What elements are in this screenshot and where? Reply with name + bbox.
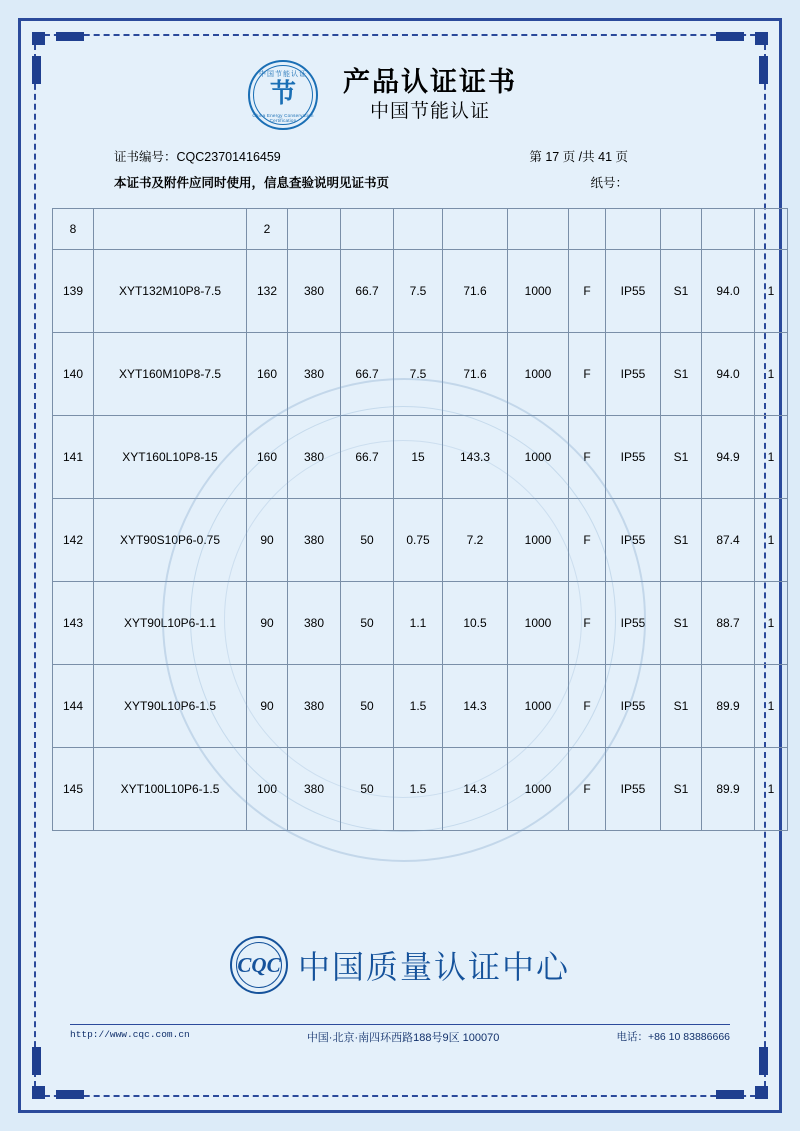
cell-grade	[755, 209, 788, 250]
table-row	[53, 748, 788, 831]
cell-duty: S1	[661, 665, 702, 748]
cell-speed: 1000	[508, 582, 569, 665]
cell-insulation: F	[569, 250, 606, 333]
cell-voltage: 380	[288, 665, 341, 748]
cell-freq	[341, 209, 394, 250]
cell-freq: 66.7	[341, 250, 394, 333]
cell-frame: 90	[247, 665, 288, 748]
cell-speed	[508, 209, 569, 250]
footer-telephone: 电话：+86 10 83886666	[616, 1031, 730, 1043]
cell-insulation: F	[569, 499, 606, 582]
certificate-content	[52, 56, 775, 1076]
cell-voltage: 380	[288, 250, 341, 333]
meta-row-cert-no	[52, 146, 748, 168]
cell-model: XYT90L10P6-1.5	[94, 665, 247, 748]
cell-model	[94, 209, 247, 250]
cell-protection	[606, 209, 661, 250]
cell-current: 143.3	[443, 416, 508, 499]
cell-current: 71.6	[443, 333, 508, 416]
cell-frame: 90	[247, 582, 288, 665]
cell-grade: 1	[755, 582, 788, 665]
cell-power: 1.5	[394, 665, 443, 748]
cell-no: 139	[53, 250, 94, 333]
cell-efficiency: 88.7	[702, 582, 755, 665]
footer-address: 中国·北京·南四环西路188号9区 100070	[306, 1032, 500, 1044]
cell-voltage: 380	[288, 416, 341, 499]
cell-power: 1.1	[394, 582, 443, 665]
cell-frame: 2	[247, 209, 288, 250]
cell-no: 140	[53, 333, 94, 416]
meta-row-notice	[52, 168, 748, 194]
cell-efficiency	[702, 209, 755, 250]
cell-speed: 1000	[508, 250, 569, 333]
cqc-logo-text: 中国质量认证中心	[297, 949, 570, 985]
page-info: 第 17 页 /共 41 页	[529, 150, 628, 164]
cell-grade: 1	[755, 250, 788, 333]
cell-efficiency: 94.0	[702, 250, 755, 333]
cell-no: 145	[53, 748, 94, 831]
cell-no: 142	[53, 499, 94, 582]
table-row	[53, 250, 788, 333]
cert-no-label: 证书编号：	[114, 150, 177, 164]
cell-voltage: 380	[288, 333, 341, 416]
cell-duty	[661, 209, 702, 250]
table-row	[53, 416, 788, 499]
cell-insulation: F	[569, 748, 606, 831]
cell-speed: 1000	[508, 748, 569, 831]
cell-frame: 90	[247, 499, 288, 582]
product-table-wrap	[52, 208, 775, 831]
cert-no	[114, 146, 281, 168]
cell-current: 14.3	[443, 748, 508, 831]
cell-efficiency: 89.9	[702, 665, 755, 748]
cell-freq: 50	[341, 748, 394, 831]
cell-voltage: 380	[288, 748, 341, 831]
seal-center-mark: 节	[269, 79, 296, 108]
cell-speed: 1000	[508, 333, 569, 416]
cell-no: 144	[53, 665, 94, 748]
certificate-header	[52, 56, 748, 134]
seal-top-text: 中国节能认证	[259, 71, 307, 78]
cell-power: 1.5	[394, 748, 443, 831]
title-block	[283, 65, 517, 125]
cell-no: 8	[53, 209, 94, 250]
cell-insulation: F	[569, 333, 606, 416]
cell-protection: IP55	[606, 499, 661, 582]
cell-model: XYT90L10P6-1.1	[94, 582, 247, 665]
table-row	[53, 499, 788, 582]
table-row	[53, 582, 788, 665]
cell-insulation: F	[569, 582, 606, 665]
cell-current: 7.2	[443, 499, 508, 582]
seal-bottom-text: China Energy Conservation Certification	[252, 113, 314, 123]
cell-protection: IP55	[606, 748, 661, 831]
cell-current: 71.6	[443, 250, 508, 333]
cell-duty: S1	[661, 499, 702, 582]
cell-protection: IP55	[606, 416, 661, 499]
cell-duty: S1	[661, 748, 702, 831]
cell-speed: 1000	[508, 416, 569, 499]
cell-freq: 66.7	[341, 333, 394, 416]
cell-speed: 1000	[508, 499, 569, 582]
cell-efficiency: 89.9	[702, 748, 755, 831]
cell-freq: 50	[341, 499, 394, 582]
cell-current: 14.3	[443, 665, 508, 748]
cell-grade: 1	[755, 499, 788, 582]
cell-protection: IP55	[606, 665, 661, 748]
cqc-logo-icon	[230, 936, 288, 994]
cell-power: 15	[394, 416, 443, 499]
cell-model: XYT90S10P6-0.75	[94, 499, 247, 582]
cqc-logo-block	[52, 936, 748, 999]
energy-conservation-seal-icon	[248, 60, 318, 130]
table-row	[53, 665, 788, 748]
cell-freq: 50	[341, 665, 394, 748]
cell-power	[394, 209, 443, 250]
cell-duty: S1	[661, 582, 702, 665]
cell-model: XYT160M10P8-7.5	[94, 333, 247, 416]
cell-efficiency: 94.9	[702, 416, 755, 499]
cell-voltage	[288, 209, 341, 250]
cell-model: XYT160L10P8-15	[94, 416, 247, 499]
cqc-logo-mark: CQC	[237, 953, 281, 977]
cell-grade: 1	[755, 748, 788, 831]
cell-efficiency: 94.0	[702, 333, 755, 416]
table-row	[53, 333, 788, 416]
product-table	[52, 208, 788, 831]
cell-protection: IP55	[606, 582, 661, 665]
page-subtitle: 中国节能认证	[369, 101, 490, 122]
cell-grade: 1	[755, 665, 788, 748]
cell-protection: IP55	[606, 333, 661, 416]
cell-frame: 100	[247, 748, 288, 831]
paper-no-label: 纸号：	[590, 176, 628, 190]
cell-model: XYT100L10P6-1.5	[94, 748, 247, 831]
cell-insulation	[569, 209, 606, 250]
cell-insulation: F	[569, 665, 606, 748]
cell-current: 10.5	[443, 582, 508, 665]
usage-notice: 本证书及附件应同时使用，信息查验说明见证书页	[114, 176, 390, 190]
product-table-body	[53, 209, 788, 831]
footer-bar	[70, 1024, 730, 1045]
cell-grade: 1	[755, 416, 788, 499]
cert-no-value: CQC23701416459	[176, 150, 281, 164]
cell-no: 143	[53, 582, 94, 665]
cell-freq: 50	[341, 582, 394, 665]
cell-frame: 132	[247, 250, 288, 333]
cell-freq: 66.7	[341, 416, 394, 499]
cell-duty: S1	[661, 333, 702, 416]
cell-model: XYT132M10P8-7.5	[94, 250, 247, 333]
cell-frame: 160	[247, 333, 288, 416]
cell-insulation: F	[569, 416, 606, 499]
cell-voltage: 380	[288, 499, 341, 582]
table-row	[53, 209, 788, 250]
cell-voltage: 380	[288, 582, 341, 665]
cell-power: 7.5	[394, 250, 443, 333]
cell-current	[443, 209, 508, 250]
cell-power: 7.5	[394, 333, 443, 416]
cell-power: 0.75	[394, 499, 443, 582]
cell-efficiency: 87.4	[702, 499, 755, 582]
cell-speed: 1000	[508, 665, 569, 748]
cell-no: 141	[53, 416, 94, 499]
cell-duty: S1	[661, 416, 702, 499]
footer-url[interactable]: http://www.cqc.com.cn	[70, 1029, 190, 1040]
cell-duty: S1	[661, 250, 702, 333]
cell-grade: 1	[755, 333, 788, 416]
cell-protection: IP55	[606, 250, 661, 333]
certificate-meta	[52, 146, 748, 194]
page-title: 产品认证证书	[343, 67, 517, 97]
cell-frame: 160	[247, 416, 288, 499]
